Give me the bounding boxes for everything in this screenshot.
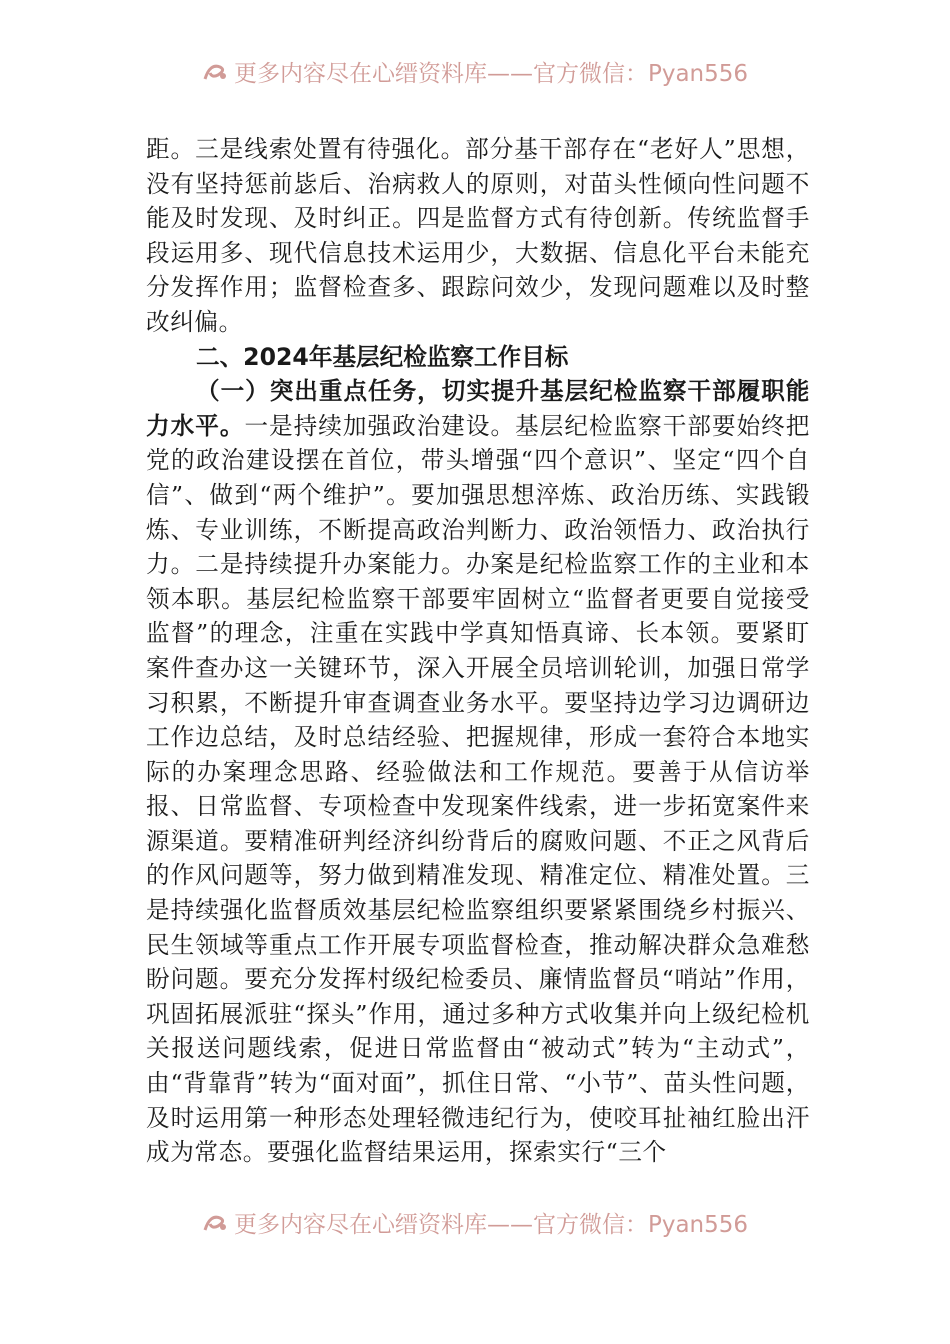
paragraph-goal-one-body: 一是持续加强政治建设。基层纪检监察干部要始终把党的政治建设摆在首位，带头增强“四个意识”、坚定“四个自信”、做到“两个维护”。要加强思想淬炼、政治历练、实践锻炼、专业训练，不断提高政治判断力、政治领悟力、政治执行力。二是持续提升办案能力。办案是纪检监察工作的主业和本领本职。基层纪检监察干部要牢固树立“监督者更要自觉接受监督”的理念，注重在实践中学真知悟真谛、长本领。要紧盯案件查办这一关键环节，深入开展全员培训轮训，加强日常学习积累，不断提升审查调查业务水平。要坚持边学习边调研边工作边总结，及时总结经验、把握规律，形成一套符合本地实际的办案理念思路、经验做法和工作规范。要善于从信访举报、日常监督、专项检查中发现案件线索，进一步拓宽案件来源渠道。要精准研判经济纠纷背后的腐败问题、不正之风背后的作风问题等，努力做到精准发现、精准定位、精准处置。三是持续强化监督质效基层纪检监察组织要紧紧围绕乡村振兴、民生领域等重点工作开展专项监督检查，推动解决群众急难愁盼问题。要充分发挥村级纪检委员、廉情监督员“哨站”作用，巩固拓展派驻“探头”作用，通过多种方式收集并向上级纪检机关报送问题线索，促进日常监督由“被动式”转为“主动式”，由“背靠背”转为“面对面”，抓住日常、“小节”、苗头性问题，及时运用第一种形态处理轻微违纪行为，使咬耳扯袖红脸出汗成为常态。要强化监督结果运用，探索实行“三个 bbox=[146, 411, 810, 1167]
footer-watermark bbox=[0, 1206, 950, 1240]
header-watermark bbox=[0, 55, 950, 89]
paragraph-problems-continued: 距。三是线索处置有待强化。部分基干部存在“老好人”思想，没有坚持惩前毖后、治病救人的原则，对苗头性倾向性问题不能及时发现、及时纠正。四是监督方式有待创新。传统监督手段运用多、现代信息技术运用少，大数据、信息化平台未能充分发挥作用；监督检查多、跟踪问效少，发现问题难以及时整改纠偏。 bbox=[146, 135, 810, 336]
paragraph-goal-one bbox=[146, 374, 810, 1170]
logo-icon bbox=[202, 1212, 230, 1240]
section-heading-goals: 二、2024年基层纪检监察工作目标 bbox=[196, 342, 569, 371]
logo-icon bbox=[202, 61, 230, 89]
subheading-goal-one: （一）突出重点任务，切实提升基层纪检监察干部履职能力水平。 bbox=[146, 377, 810, 440]
watermark-text: 更多内容尽在心缙资料库——官方微信：Pyan556 bbox=[233, 61, 749, 87]
watermark-text: 更多内容尽在心缙资料库——官方微信：Pyan556 bbox=[233, 1212, 749, 1238]
document-body bbox=[146, 132, 810, 1170]
